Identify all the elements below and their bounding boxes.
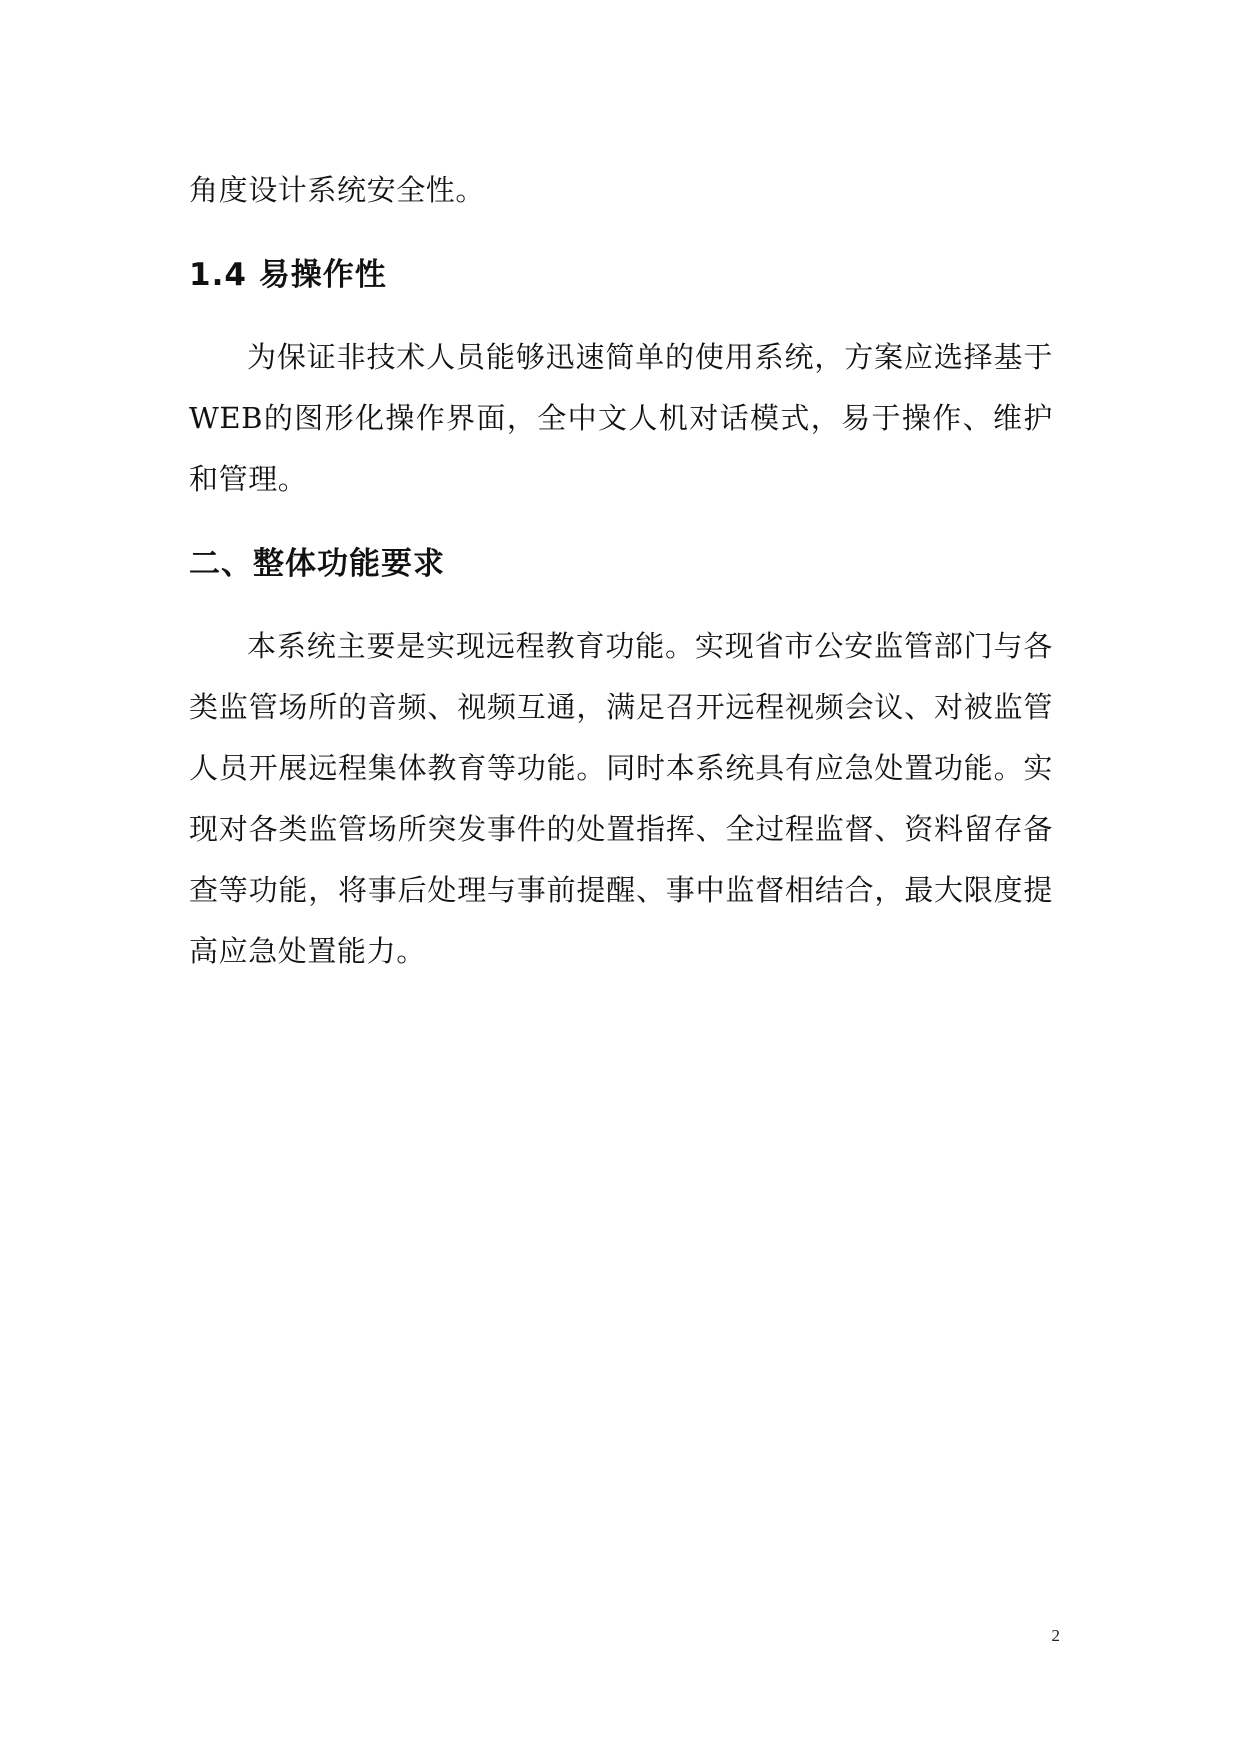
page-content [189,160,1053,982]
section-2-paragraph: 本系统主要是实现远程教育功能。实现省市公安监管部门与各类监管场所的音频、视频互通，满足召开远程视频会议、对被监管人员开展远程集体教育等功能。同时本系统具有应急处置功能。实现对各类监管场所突发事件的处置指挥、全过程监督、资料留存备查等功能，将事后处理与事前提醒、事中监督相结合，最大限度提高应急处置能力。 [189,629,1053,968]
continuation-paragraph: 角度设计系统安全性。 [189,173,486,207]
page-number: 2 [1051,1626,1060,1645]
section-heading-2: 二、整体功能要求 [189,546,445,582]
section-1-4-paragraph: 为保证非技术人员能够迅速简单的使用系统，方案应选择基于WEB的图形化操作界面，全中文人机对话模式，易于操作、维护和管理。 [189,340,1053,496]
section-heading-1-4: 1.4 易操作性 [189,257,387,293]
